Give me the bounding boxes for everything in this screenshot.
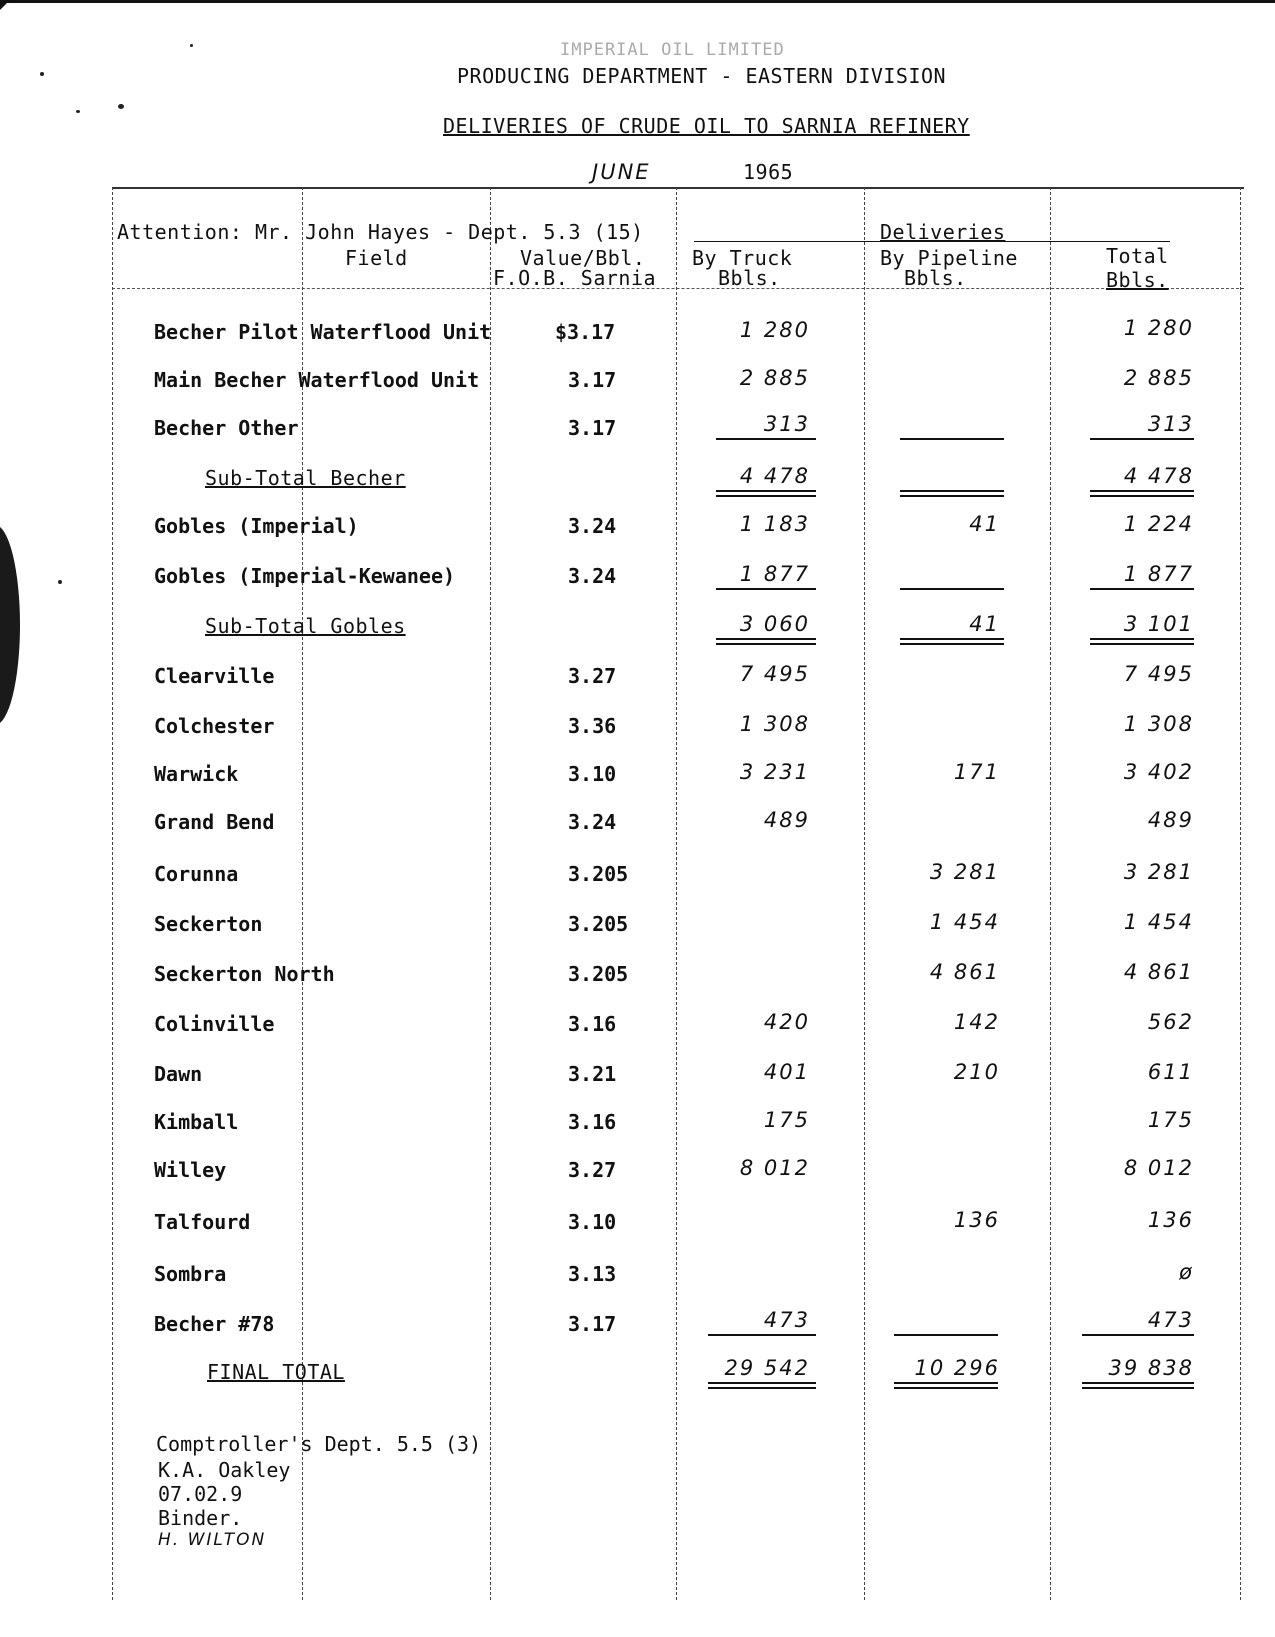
row-truck: 401: [763, 1060, 810, 1084]
row-total: 136: [1147, 1208, 1194, 1232]
subtotal-double-rule: [900, 638, 1004, 645]
table-left-border: [112, 187, 113, 1600]
row-total: 1 877: [1123, 562, 1194, 586]
final-total-double-rule: [894, 1382, 998, 1389]
row-value: $3.17: [555, 320, 616, 344]
row-pipeline: 142: [953, 1010, 1000, 1034]
scan-blot: [0, 525, 20, 725]
row-value: 3.16: [568, 1012, 617, 1036]
column-header-field: Field: [345, 246, 408, 270]
column-divider: [1050, 187, 1051, 1600]
row-field: Talfourd: [154, 1210, 251, 1234]
row-value: 3.36: [568, 714, 617, 738]
row-field: Seckerton North: [154, 962, 335, 986]
row-value: 3.17: [568, 416, 617, 440]
row-value: 3.27: [568, 664, 617, 688]
total-rule: [1082, 1334, 1194, 1336]
report-year: 1965: [743, 160, 794, 184]
row-value: 3.16: [568, 1110, 617, 1134]
row-total: 8 012: [1123, 1156, 1194, 1180]
row-field: Becher #78: [154, 1312, 275, 1336]
corner-mark: [0, 0, 10, 10]
column-header-truck-sub: Bbls.: [718, 266, 781, 290]
row-value: 3.205: [568, 862, 629, 886]
final-total-label: FINAL TOTAL: [207, 1360, 345, 1384]
row-pipeline: 136: [953, 1208, 1000, 1232]
row-total: 7 495: [1123, 662, 1194, 686]
report-month: JUNE: [592, 160, 651, 184]
row-field: Gobles (Imperial): [154, 514, 359, 538]
column-header-value-sub: F.O.B. Sarnia: [493, 266, 657, 290]
column-divider: [490, 187, 491, 1600]
row-truck: 1 183: [739, 512, 810, 536]
row-value: 3.10: [568, 762, 617, 786]
row-truck: 1 877: [739, 562, 810, 586]
row-total: ø: [1179, 1260, 1194, 1284]
scan-speck: [58, 580, 62, 584]
row-field: Grand Bend: [154, 810, 275, 834]
final-total-truck: 29 542: [724, 1356, 810, 1380]
table-right-border: [1240, 187, 1241, 1600]
row-value: 3.27: [568, 1158, 617, 1182]
total-rule: [900, 588, 1004, 590]
row-value: 3.205: [568, 912, 629, 936]
row-truck: 2 885: [739, 366, 810, 390]
row-value: 3.24: [568, 514, 617, 538]
row-field: Becher Other: [154, 416, 299, 440]
row-total: 3 101: [1123, 612, 1194, 636]
row-value: 3.10: [568, 1210, 617, 1234]
subtotal-double-rule: [900, 490, 1004, 497]
row-value: 3.24: [568, 810, 617, 834]
subtotal-double-rule: [716, 638, 816, 645]
column-divider: [676, 187, 677, 1600]
distribution-line: Binder.: [158, 1506, 243, 1530]
row-value: 3.21: [568, 1062, 617, 1086]
row-value: 3.17: [568, 1312, 617, 1336]
row-value: 3.13: [568, 1262, 617, 1286]
column-header-pipeline: By Pipeline: [880, 246, 1018, 270]
table-top-border: [112, 187, 1244, 189]
row-total: 175: [1147, 1108, 1194, 1132]
total-rule: [716, 438, 816, 440]
row-total: 489: [1147, 808, 1194, 832]
row-truck: 3 231: [739, 760, 810, 784]
row-field: Colinville: [154, 1012, 275, 1036]
total-rule: [1090, 438, 1194, 440]
row-field: Clearville: [154, 664, 275, 688]
final-total-total: 39 838: [1108, 1356, 1194, 1380]
distribution-line: 07.02.9: [158, 1482, 243, 1506]
row-total: 4 861: [1123, 960, 1194, 984]
column-divider: [864, 187, 865, 1600]
scan-speck: [40, 72, 44, 76]
row-truck: 489: [763, 808, 810, 832]
column-divider: [302, 187, 303, 1600]
total-rule: [1090, 588, 1194, 590]
row-total: 3 281: [1123, 860, 1194, 884]
row-field: Becher Pilot Waterflood Unit: [154, 320, 492, 344]
row-total: 313: [1147, 412, 1194, 436]
row-value: 3.205: [568, 962, 629, 986]
row-value: 3.17: [568, 368, 617, 392]
total-rule: [716, 588, 816, 590]
header-divider: [112, 288, 1244, 289]
row-field: Gobles (Imperial-Kewanee): [154, 564, 456, 588]
final-total-double-rule: [1082, 1382, 1194, 1389]
row-total: 1 308: [1123, 712, 1194, 736]
total-rule: [900, 438, 1004, 440]
row-total: 611: [1147, 1060, 1194, 1084]
row-total: 1 224: [1123, 512, 1194, 536]
row-total: 3 402: [1123, 760, 1194, 784]
row-field: Kimball: [154, 1110, 239, 1134]
row-pipeline: 3 281: [929, 860, 1000, 884]
row-truck: 1 280: [739, 318, 810, 342]
scan-speck: [118, 104, 124, 109]
row-total: 1 280: [1123, 316, 1194, 340]
row-field: Colchester: [154, 714, 275, 738]
row-truck: 175: [763, 1108, 810, 1132]
row-field: Sombra: [154, 1262, 227, 1286]
column-header-total: Total: [1106, 244, 1169, 268]
distribution-line: Comptroller's Dept. 5.5 (3): [156, 1432, 482, 1456]
row-total: 562: [1147, 1010, 1194, 1034]
row-field: Dawn: [154, 1062, 203, 1086]
row-pipeline: 41: [969, 612, 1000, 636]
column-header-truck: By Truck: [692, 246, 793, 270]
subtotal-double-rule: [1090, 638, 1194, 645]
row-field: Willey: [154, 1158, 227, 1182]
row-subtotal-label: Sub-Total Becher: [205, 466, 406, 490]
row-field: Seckerton: [154, 912, 263, 936]
row-field: Main Becher Waterflood Unit: [154, 368, 480, 392]
final-total-double-rule: [708, 1382, 816, 1389]
total-rule: [894, 1334, 998, 1336]
subtotal-double-rule: [1090, 490, 1194, 497]
row-total: 473: [1147, 1308, 1194, 1332]
company-name: IMPERIAL OIL LIMITED: [560, 40, 785, 60]
final-total-pipeline: 10 296: [914, 1356, 1000, 1380]
row-pipeline: 1 454: [929, 910, 1000, 934]
document-title: DELIVERIES OF CRUDE OIL TO SARNIA REFINERY: [443, 114, 970, 138]
row-truck: 4 478: [739, 464, 810, 488]
row-pipeline: 41: [969, 512, 1000, 536]
subtotal-double-rule: [716, 490, 816, 497]
row-field: Corunna: [154, 862, 239, 886]
row-field: Warwick: [154, 762, 239, 786]
row-total: 4 478: [1123, 464, 1194, 488]
row-truck: 7 495: [739, 662, 810, 686]
row-pipeline: 210: [953, 1060, 1000, 1084]
scan-speck: [76, 110, 80, 113]
top-border: [0, 0, 1275, 3]
scan-speck: [190, 44, 193, 47]
row-pipeline: 4 861: [929, 960, 1000, 984]
row-truck: 420: [763, 1010, 810, 1034]
row-total: 1 454: [1123, 910, 1194, 934]
column-header-total-sub: Bbls.: [1106, 268, 1169, 292]
column-header-pipeline-sub: Bbls.: [904, 266, 967, 290]
handwritten-name: H. WILTON: [158, 1530, 267, 1550]
department-heading: PRODUCING DEPARTMENT - EASTERN DIVISION: [457, 64, 947, 88]
column-header-value: Value/Bbl.: [520, 246, 646, 270]
row-value: 3.24: [568, 564, 617, 588]
column-group-deliveries: Deliveries: [880, 220, 1006, 244]
row-truck: 473: [763, 1308, 810, 1332]
row-pipeline: 171: [953, 760, 1000, 784]
row-total: 2 885: [1123, 366, 1194, 390]
total-rule: [708, 1334, 816, 1336]
row-truck: 8 012: [739, 1156, 810, 1180]
attention-line: Attention: Mr. John Hayes - Dept. 5.3 (15): [117, 220, 644, 244]
row-truck: 1 308: [739, 712, 810, 736]
distribution-line: K.A. Oakley: [158, 1458, 291, 1482]
row-subtotal-label: Sub-Total Gobles: [205, 614, 406, 638]
row-truck: 3 060: [739, 612, 810, 636]
row-truck: 313: [763, 412, 810, 436]
